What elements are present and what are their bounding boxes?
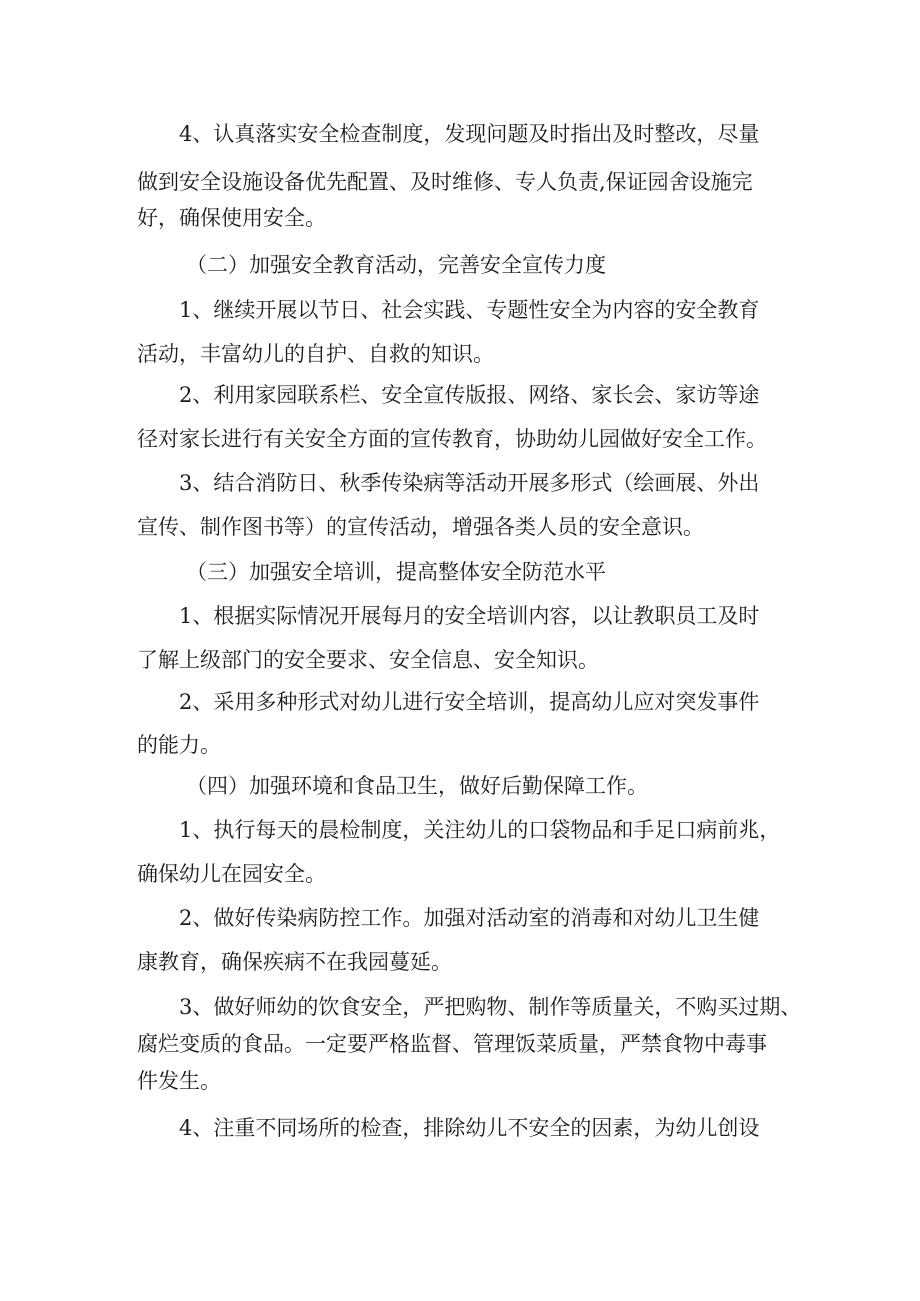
- paragraph-line: 腐烂变质的食品。一定要严格监督、管理饭菜质量，严禁食物中毒事: [137, 1032, 767, 1056]
- paragraph-line: 1、执行每天的晨检制度，关注幼儿的口袋物品和手足口病前兆，: [137, 818, 781, 842]
- paragraph-line: 的能力。: [137, 733, 221, 757]
- paragraph-line: 好，确保使用安全。: [137, 206, 326, 230]
- paragraph-line: 了解上级部门的安全要求、安全信息、安全知识。: [137, 648, 599, 672]
- paragraph-line: 2、利用家园联系栏、安全宣传版报、网络、家长会、家访等途: [137, 383, 760, 407]
- section-heading-2: （二）加强安全教育活动，完善安全宣传力度: [186, 253, 606, 277]
- paragraph-line: 宣传、制作图书等）的宣传活动，增强各类人员的安全意识。: [137, 515, 704, 539]
- paragraph-line: 2、做好传染病防控工作。加强对活动室的消毒和对幼儿卫生健: [137, 906, 760, 930]
- paragraph-line: 3、做好师幼的饮食安全，严把购物、制作等质量关，不购买过期、: [137, 995, 802, 1019]
- paragraph-line: 径对家长进行有关安全方面的宣传教育，协助幼儿园做好安全工作。: [137, 427, 767, 451]
- section-heading-3: （三）加强安全培训，提高整体安全防范水平: [186, 560, 606, 584]
- paragraph-line: 康教育，确保疾病不在我园蔓延。: [137, 950, 452, 974]
- paragraph-line: 1、根据实际情况开展每月的安全培训内容，以让教职员工及时: [137, 604, 760, 628]
- paragraph-line: 确保幼儿在园安全。: [137, 862, 326, 886]
- section-heading-4: （四）加强环境和食品卫生，做好后勤保障工作。: [186, 774, 648, 798]
- paragraph-line: 4、注重不同场所的检查，排除幼儿不安全的因素，为幼儿创设: [137, 1116, 760, 1140]
- paragraph-line: 做到安全设施设备优先配置、及时维修、专人负责,保证园舍设施完: [137, 170, 753, 194]
- paragraph-line: 2、采用多种形式对幼儿进行安全培训，提高幼儿应对突发事件: [137, 690, 760, 714]
- paragraph-line: 3、结合消防日、秋季传染病等活动开展多形式（绘画展、外出: [137, 471, 760, 495]
- paragraph-line: 1、继续开展以节日、社会实践、专题性安全为内容的安全教育: [137, 298, 760, 322]
- paragraph-line: 4、认真落实安全检查制度，发现问题及时指出及时整改，尽量: [137, 122, 760, 146]
- paragraph-line: 活动，丰富幼儿的自护、自救的知识。: [137, 342, 494, 366]
- paragraph-line: 件发生。: [137, 1069, 221, 1093]
